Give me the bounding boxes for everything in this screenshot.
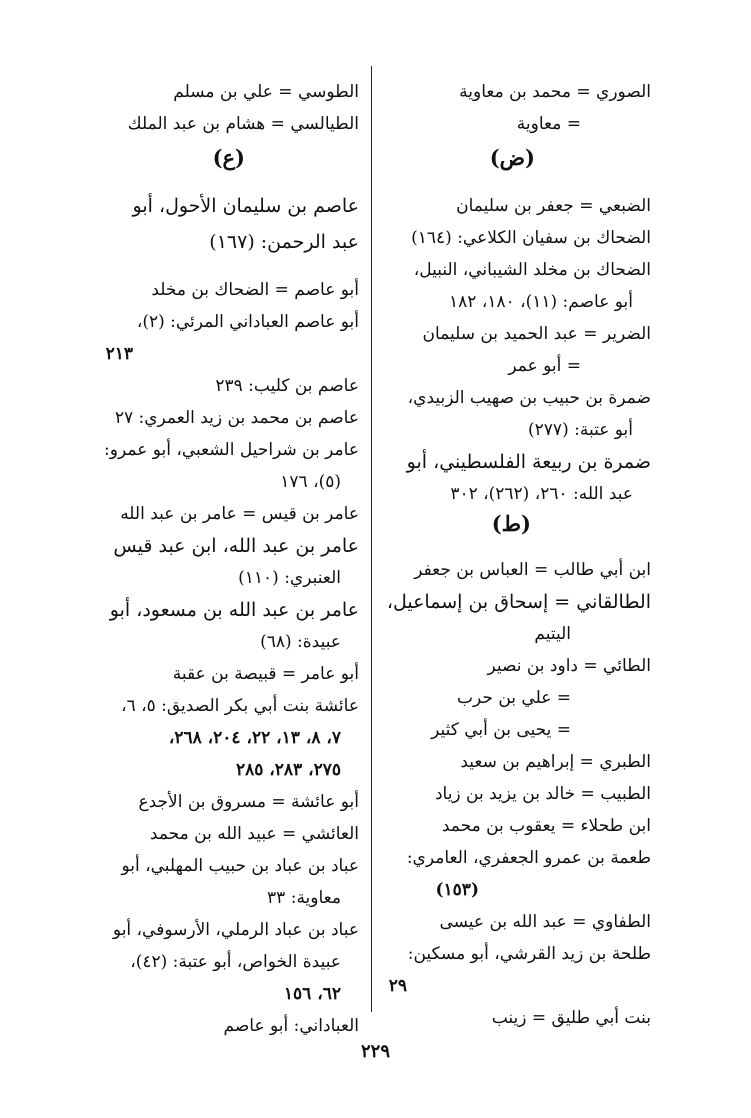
index-entry: = معاوية [516, 114, 581, 134]
index-entry: ٢٩ [388, 976, 407, 996]
index-entry: الطائي = داود بن نصير [487, 656, 651, 676]
index-entry: ابن طحلاء = يعقوب بن محمد [441, 816, 651, 836]
index-entry: ٢٧٥، ٢٨٣، ٢٨٥ [235, 760, 341, 780]
index-entry: العباداني: أبو عاصم [223, 1016, 359, 1036]
index-entry: = أبو عمر [508, 356, 581, 376]
index-entry: الضحاك بن مخلد الشيباني، النبيل، [413, 260, 651, 280]
index-entry: طعمة بن عمرو الجعفري، العامري: [406, 848, 651, 868]
index-entry: أبو عتبة: (٢٧٧) [528, 420, 633, 440]
index-entry: الطفاوي = عبد الله بن عيسى [439, 912, 651, 932]
index-entry: الطبيب = خالد بن يزيد بن زياد [434, 784, 651, 804]
index-entry: الطيالسي = هشام بن عبد الملك [127, 114, 359, 134]
section-heading: (ض) [489, 145, 535, 170]
index-entry: عامر بن قيس = عامر بن عبد الله [120, 504, 359, 524]
index-entry: العنبري: (١١٠) [238, 568, 341, 588]
index-entry: (٥)، ١٧٦ [280, 472, 341, 492]
index-entry: = يحيى بن أبي كثير [431, 720, 571, 740]
index-entry: عبد الله: ٢٦٠، (٢٦٢)، ٣٠٢ [450, 484, 633, 504]
index-entry: عامر بن عبد الله، ابن عبد قيس [113, 535, 359, 557]
index-entry: أبو عامر = قبيصة بن عقبة [172, 664, 359, 684]
index-entry: العائشي = عبيد الله بن محمد [149, 824, 359, 844]
index-entry: ابن أبي طالب = العباس بن جعفر [414, 560, 651, 580]
index-entry: عامر بن عبد الله بن مسعود، أبو [109, 599, 359, 621]
index-entry: ٦٢، ١٥٦ [283, 984, 341, 1004]
section-heading: (ط) [491, 511, 531, 536]
index-entry: أبو عاصم العباداني المرئي: (٢)، [136, 312, 359, 332]
index-entry: الضحاك بن سفيان الكلاعي: (١٦٤) [411, 228, 651, 248]
section-heading: (ع) [212, 145, 245, 170]
index-entry: اليتيم [534, 624, 571, 644]
index-entry: عاصم بن كليب: ٢٣٩ [215, 376, 359, 396]
index-entry: الضرير = عبد الحميد بن سليمان [422, 324, 651, 344]
index-entry: عباد بن عباد بن حبيب المهلبي، أبو [121, 856, 359, 876]
index-entry: عاصم بن سليمان الأحول، أبو [132, 195, 359, 217]
index-entry: عائشة بنت أبي بكر الصديق: ٥، ٦، [121, 696, 359, 716]
index-entry: الضبعي = جعفر بن سليمان [456, 196, 651, 216]
page-number: ٢٢٩ [360, 1041, 390, 1062]
column-divider [371, 66, 372, 1012]
index-entry: ٢١٣ [105, 344, 133, 364]
index-entry: عامر بن شراحيل الشعبي، أبو عمرو: [104, 440, 359, 460]
index-entry: عبيدة: (٦٨) [260, 632, 341, 652]
index-entry: ضمرة بن ربيعة الفلسطيني، أبو [406, 451, 651, 473]
index-entry: بنت أبي طليق = زينب [491, 1008, 651, 1028]
index-entry: أبو عائشة = مسروق بن الأجدع [138, 792, 359, 812]
index-entry: أبو عاصم: (١١)، ١٨٠، ١٨٢ [449, 292, 633, 312]
index-entry: عباد بن عباد الرملي، الأرسوفي، أبو [112, 920, 359, 940]
index-entry: ٧، ٨، ١٣، ٢٢، ٢٠٤، ٢٦٨، [168, 728, 341, 748]
index-entry: الطالقاني = إسحاق بن إسماعيل، [386, 591, 651, 613]
index-entry: عبيدة الخواص، أبو عتبة: (٤٢)، [130, 952, 341, 972]
index-entry: ضمرة بن حبيب بن صهيب الزبيدي، [407, 388, 651, 408]
index-entry: = علي بن حرب [457, 688, 571, 708]
index-entry: الطبري = إبراهيم بن سعيد [460, 752, 651, 772]
index-entry: عاصم بن محمد بن زيد العمري: ٢٧ [114, 408, 359, 428]
index-entry: الطوسي = علي بن مسلم [173, 82, 359, 102]
index-entry: معاوية: ٣٣ [267, 888, 341, 908]
index-entry: طلحة بن زيد القرشي، أبو مسكين: [407, 944, 651, 964]
index-entry: أبو عاصم = الضحاك بن مخلد [151, 280, 359, 300]
index-entry: (١٥٣) [435, 880, 479, 900]
index-entry: عبد الرحمن: (١٦٧) [209, 231, 359, 253]
index-entry: الصوري = محمد بن معاوية [459, 82, 651, 102]
